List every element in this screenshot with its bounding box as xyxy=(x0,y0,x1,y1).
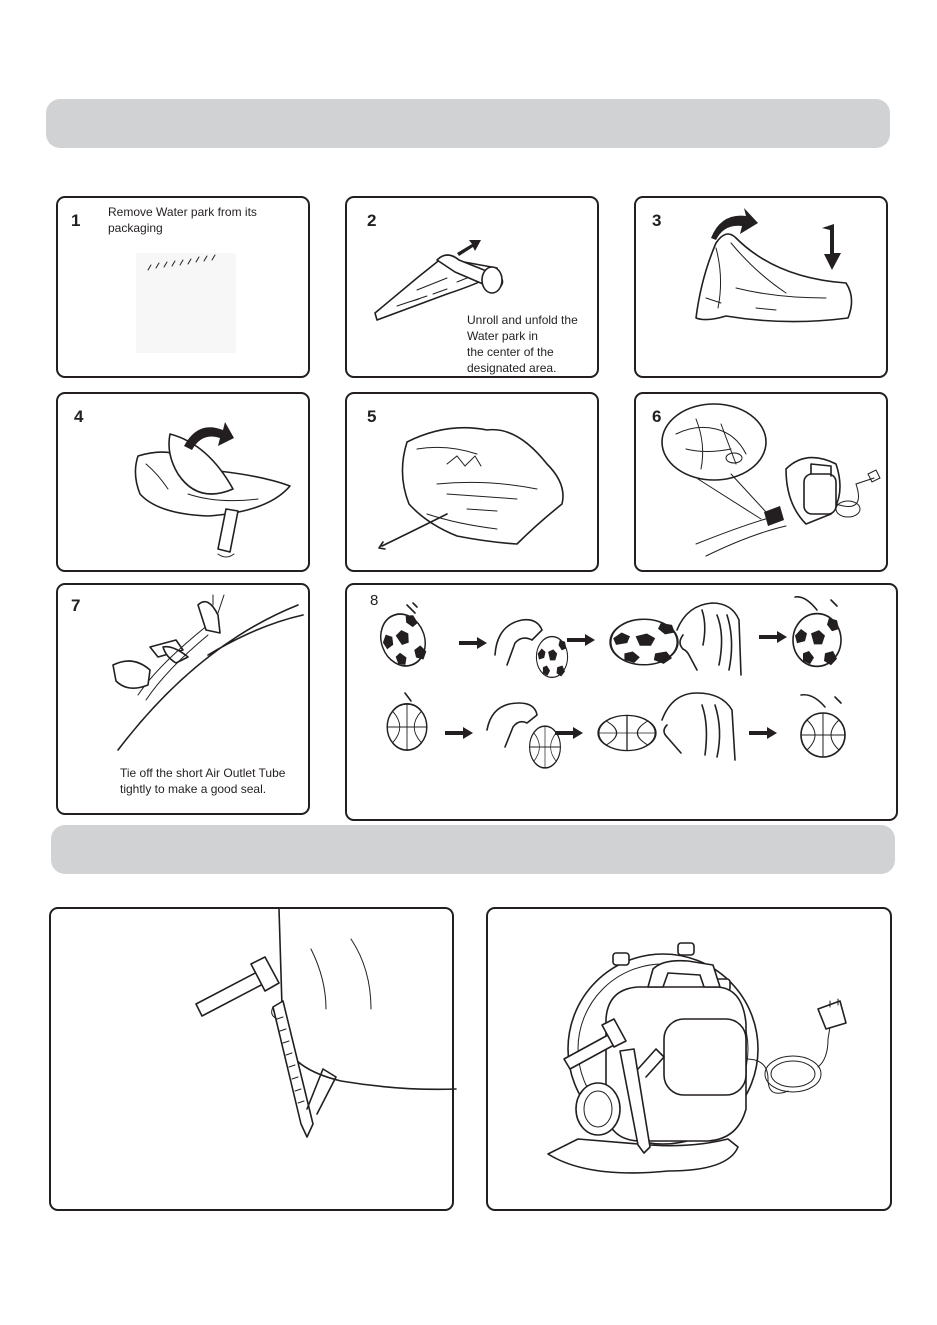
step-6-panel xyxy=(634,392,888,572)
caption-line: packaging xyxy=(108,221,163,235)
blower-icon xyxy=(548,943,846,1173)
caption-line: the center of the xyxy=(467,345,554,359)
ball-inflation-illustration xyxy=(347,585,900,823)
step-7-caption xyxy=(120,765,310,797)
caption-line: Water park in xyxy=(467,329,538,343)
step-2-panel xyxy=(345,196,599,378)
step-number: 7 xyxy=(71,596,81,615)
unfold-sides-illustration xyxy=(58,394,312,574)
blower-connection-illustration xyxy=(636,394,890,574)
step-number: 8 xyxy=(370,592,379,609)
step-7-panel xyxy=(56,583,310,815)
basketball-icon xyxy=(387,704,427,750)
caption-line: tightly to make a good seal. xyxy=(120,782,267,796)
arrow-icon xyxy=(567,634,595,646)
arrow-icon xyxy=(445,727,473,739)
step-number: 3 xyxy=(652,211,662,230)
basketball-icon xyxy=(801,713,845,757)
step-number: 6 xyxy=(652,407,662,426)
step-1-panel xyxy=(56,196,310,378)
step-number: 4 xyxy=(74,407,84,426)
step-number: 1 xyxy=(71,211,81,230)
mallet-icon xyxy=(196,957,279,1016)
stake-mallet-illustration xyxy=(51,909,456,1213)
step-2-caption xyxy=(467,312,599,376)
soccer-ball-icon xyxy=(536,637,567,678)
basketball-icon xyxy=(598,715,655,750)
step-number: 2 xyxy=(367,211,377,230)
unfolded-park-illustration xyxy=(347,394,601,574)
blower-stake-illustration xyxy=(488,909,894,1213)
soccer-ball-icon xyxy=(610,619,677,665)
anchor-stake-panel xyxy=(49,907,454,1211)
arrow-icon xyxy=(759,631,787,643)
step-4-panel xyxy=(56,392,310,572)
step-3-panel xyxy=(634,196,888,378)
arrow-icon xyxy=(749,727,777,739)
package-illustration xyxy=(58,198,312,380)
caption-line: Tie off the short Air Outlet Tube xyxy=(120,766,286,780)
caption-line: Remove Water park from its xyxy=(108,205,257,219)
unfold-illustration xyxy=(636,198,890,380)
soccer-ball-icon xyxy=(793,614,841,667)
stake-icon xyxy=(272,1001,336,1137)
arrow-icon xyxy=(459,637,487,649)
step-5-panel xyxy=(345,392,599,572)
caption-line: designated area. xyxy=(467,361,557,375)
blower-stake-panel xyxy=(486,907,892,1211)
caption-line: Unroll and unfold the xyxy=(467,313,578,327)
section-header-bar-bottom xyxy=(51,825,895,874)
soccer-ball-icon xyxy=(374,608,433,672)
step-8-panel xyxy=(345,583,898,821)
section-header-bar-top xyxy=(46,99,890,148)
step-number: 5 xyxy=(367,407,377,426)
